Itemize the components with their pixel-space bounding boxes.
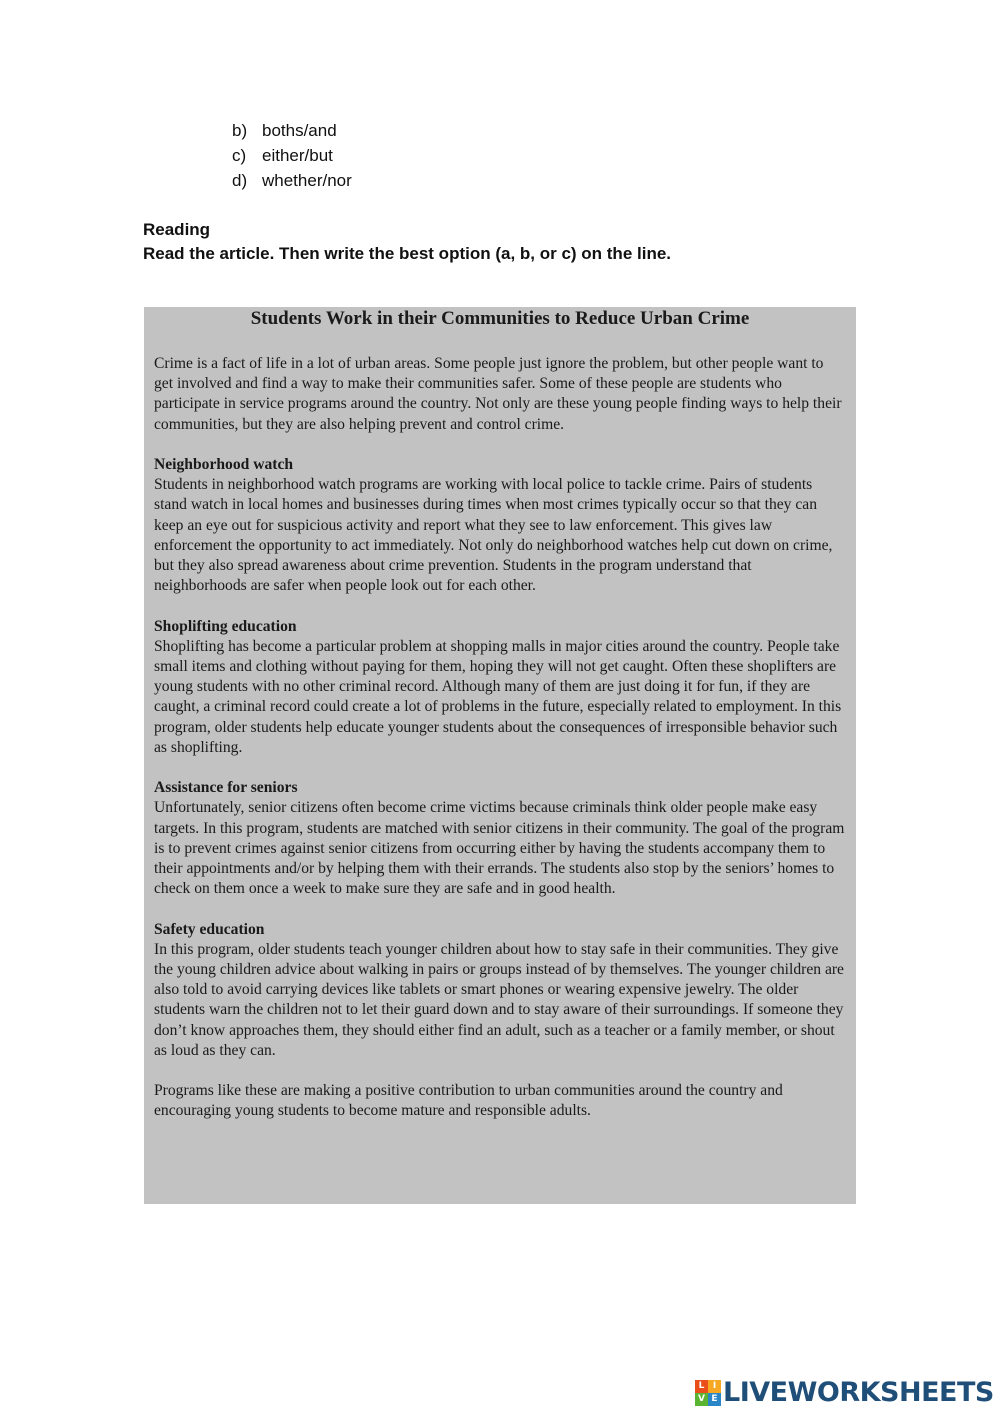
option-letter: c) xyxy=(232,146,247,165)
section-assistance-for-seniors xyxy=(154,778,846,899)
logo-icon-tile: I xyxy=(708,1380,721,1393)
option-text: either/but xyxy=(262,146,333,165)
logo-icon-tile: E xyxy=(708,1393,721,1406)
option-d xyxy=(232,168,352,193)
section-text: Students in neighborhood watch programs are working with local police to tackle crime. Pairs of students stand watch in local homes and businesses during times when most crimes typically occur so that they can keep an eye out for suspicious activity and report what they see to law enforcement. This gives law enforcement the opportunity to act immediately. Not only do neighborhood watches help cut down on crime, but they also spread awareness about crime prevention. Students in the program understand that neighborhoods are safer when people look out for each other. xyxy=(154,476,833,595)
section-neighborhood-watch xyxy=(154,455,846,596)
option-text: whether/nor xyxy=(262,171,352,190)
option-text: boths/and xyxy=(262,121,337,140)
section-heading: Assistance for seniors xyxy=(154,779,298,797)
option-letter: d) xyxy=(232,171,248,190)
article-body xyxy=(154,354,846,1142)
answer-options-list xyxy=(232,118,352,193)
section-heading: Neighborhood watch xyxy=(154,456,294,473)
logo-icon-tile: V xyxy=(695,1393,708,1406)
liveworksheets-logo xyxy=(695,1378,994,1408)
section-heading: Shoplifting education xyxy=(154,617,297,635)
article-conclusion: Programs like these are making a positive contribution to urban communities around the country and encouraging young students to become mature and responsible adults. xyxy=(154,1082,783,1120)
section-safety-education xyxy=(154,920,846,1061)
logo-icon-tile: L xyxy=(695,1380,708,1393)
reading-heading: Reading xyxy=(143,220,211,239)
option-c xyxy=(232,143,352,168)
section-heading: Safety education xyxy=(154,920,265,938)
option-letter: b) xyxy=(232,121,248,140)
article-box xyxy=(144,307,856,1204)
section-text: Shoplifting has become a particular problem at shopping malls in major cities around the country. People take small items and clothing without paying for them, hoping they will not get caught. Often these shoplifters are young students with no other criminal record. Although many of them are just doing it for fun, if they are caught, a criminal record could create a lot of problems in the future, especially related to employment. In this program, older students help educate younger students about the consequences of irresponsible behavior such as shoplifting. xyxy=(154,637,842,756)
section-shoplifting-education xyxy=(154,617,846,758)
liveworksheets-logo-icon xyxy=(695,1380,721,1406)
reading-instruction: Read the article. Then write the best option (a, b, or c) on the line. xyxy=(143,244,672,263)
section-text: Unfortunately, senior citizens often become crime victims because criminals think older people make easy targets. In this program, students are matched with senior citizens in their community. The goal of the program is to prevent crimes against senior citizens from occurring either by having the students accompany them to their appointments and/or by helping them with their errands. The students also stop by the seniors’ homes to check on them once a week to make sure they are safe and in good health. xyxy=(154,799,845,898)
article-title: Students Work in their Communities to Reduce Urban Crime xyxy=(250,308,750,329)
logo-text: LIVEWORKSHEETS xyxy=(723,1377,994,1408)
article-intro: Crime is a fact of life in a lot of urban areas. Some people just ignore the problem, but other people want to get involved and find a way to make their communities safer. Some of these people are students who participate in service programs around the country. Not only are these young people finding ways to help their communities, but they are also helping prevent and control crime. xyxy=(154,355,842,433)
section-text: In this program, older students teach younger children about how to stay safe in their communities. They give the young children advice about walking in pairs or groups instead of by themselves. The younger children are also told to avoid carrying devices like tablets or smart phones or wearing expensive jewelry. The older students warn the children not to let their guard down and to stay aware of their surroundings. If someone they don’t know approaches them, they should either find an adult, such as a teacher or a family member, or shout as loud as they can. xyxy=(154,940,844,1059)
option-b xyxy=(232,118,352,143)
